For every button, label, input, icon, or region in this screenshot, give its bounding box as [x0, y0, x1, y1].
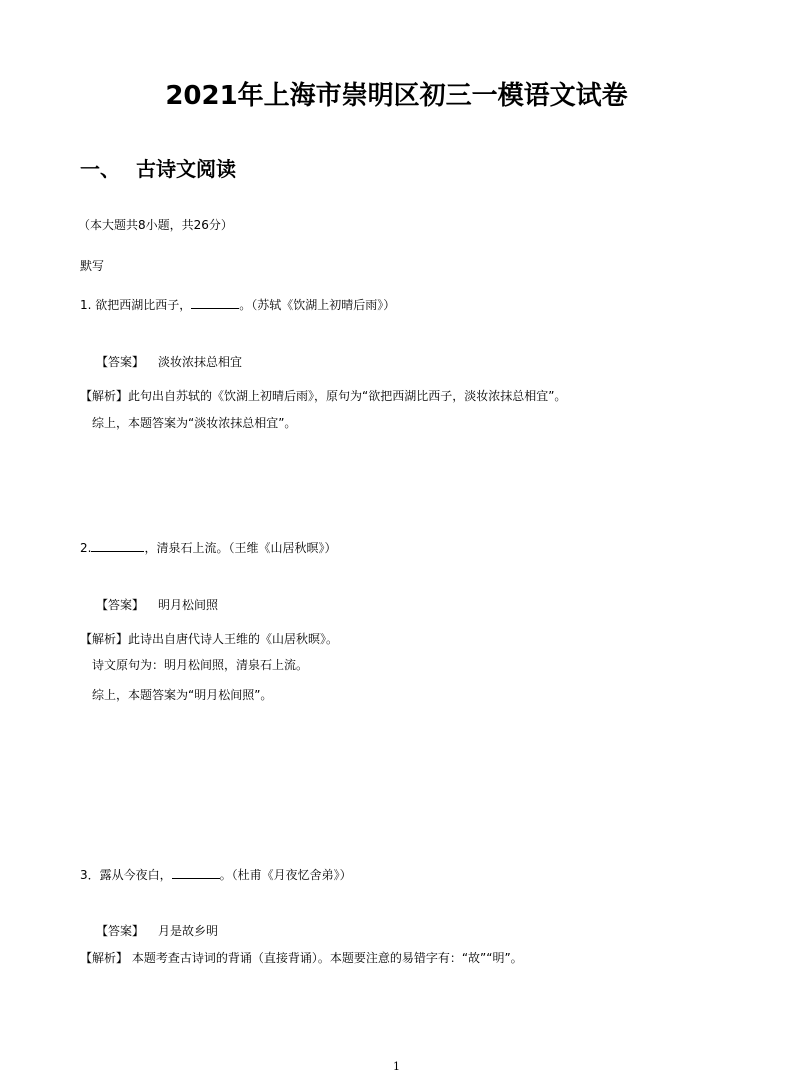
question-1-prefix: 1. 欲把西湖比西子， [80, 298, 192, 312]
question-1-analysis-line-2: 综上，本题答案为“淡妆浓抹总相宜”。 [92, 416, 297, 430]
question-3-answer [96, 922, 218, 939]
section-info: （本大题共8小题，共26分） [78, 218, 233, 232]
question-3 [80, 866, 352, 883]
answer-blank [91, 539, 144, 552]
answer-label: 【答案】 [96, 598, 145, 612]
document-title: 2021年上海市崇明区初三一模语文试卷 [165, 81, 628, 111]
question-2-analysis-line-2: 诗文原句为：明月松间照，清泉石上流。 [92, 658, 309, 672]
answer-blank [191, 296, 239, 309]
question-1 [80, 296, 395, 313]
question-1-answer [96, 353, 242, 370]
question-3-analysis-line-1: 【解析】 本题考查古诗词的背诵（直接背诵）。本题要注意的易错字有：“故”“明”。 [80, 951, 523, 965]
answer-text: 月是故乡明 [158, 924, 219, 938]
section-heading [80, 153, 236, 182]
question-2-prefix: 2. [80, 541, 92, 555]
question-2-answer [96, 596, 218, 613]
section-name: 古诗文阅读 [136, 157, 236, 181]
answer-text: 淡妆浓抹总相宜 [158, 355, 243, 369]
question-1-analysis-line-1: 【解析】此句出自苏轼的《饮湖上初晴后雨》，原句为“欲把西湖比西子，淡妆浓抹总相宜”。 [80, 389, 567, 403]
page-number: 1 [393, 1060, 400, 1073]
answer-text: 明月松间照 [158, 598, 219, 612]
question-3-suffix: 。（杜甫《月夜忆舍弟》） [219, 868, 352, 882]
question-2 [80, 539, 336, 556]
answer-blank [172, 866, 220, 879]
section-number: 一、 [80, 157, 120, 181]
question-2-analysis-line-3: 综上，本题答案为“明月松间照”。 [92, 688, 273, 702]
question-3-prefix: 3．露从今夜白， [80, 868, 172, 882]
question-1-suffix: 。（苏轼《饮湖上初晴后雨》） [239, 298, 396, 312]
answer-label: 【答案】 [96, 355, 145, 369]
answer-label: 【答案】 [96, 924, 145, 938]
question-category: 默写 [80, 259, 105, 273]
question-2-analysis-line-1: 【解析】此诗出自唐代诗人王维的《山居秋暝》。 [80, 632, 339, 646]
question-2-suffix: ，清泉石上流。（王维《山居秋暝》） [144, 541, 337, 555]
